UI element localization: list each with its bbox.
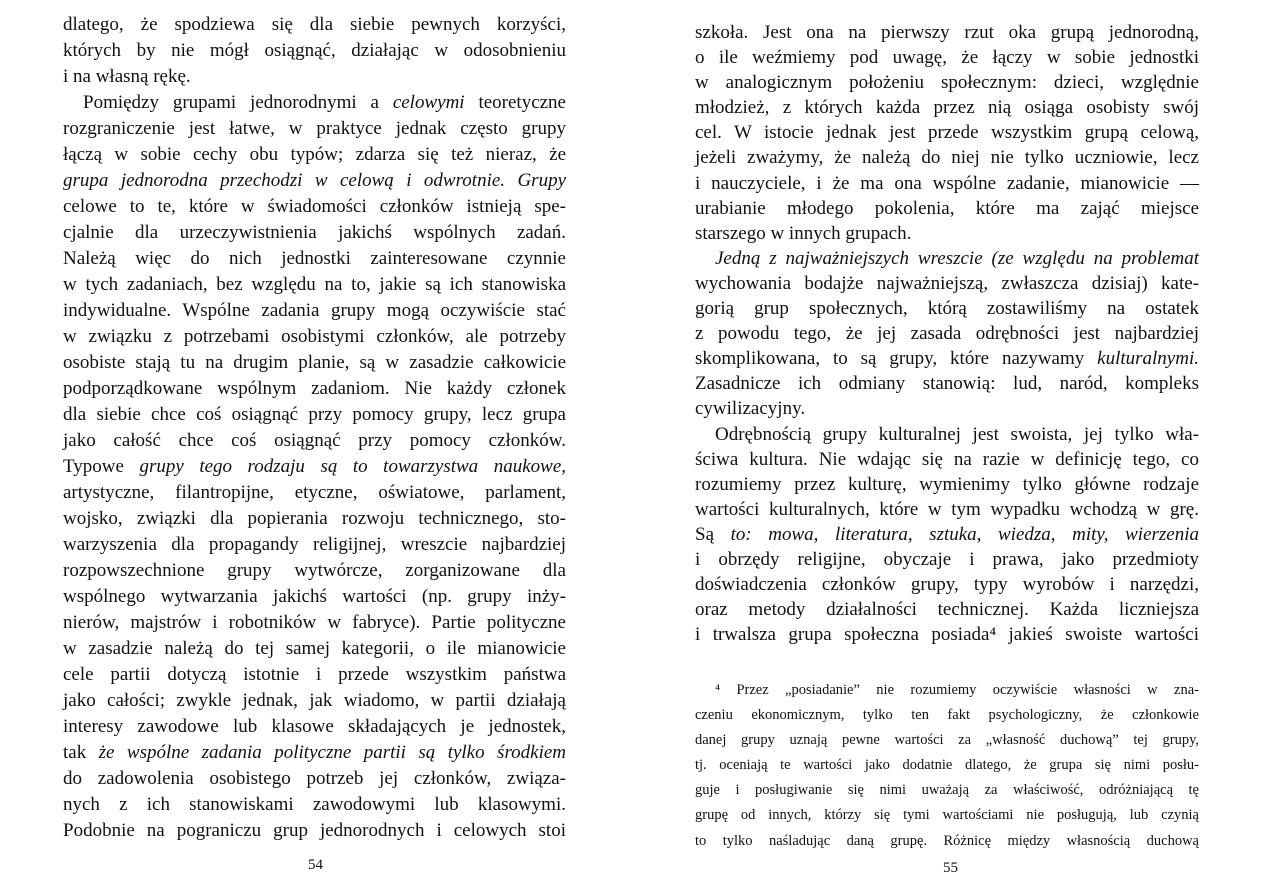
text-segment: ⁴ Przez „posiadanie” nie rozumiemy oczywiście własności w zna-	[715, 682, 1199, 698]
text-segment: to tylko naśladując daną grupę. Różnicę między własnością duchową	[695, 832, 1199, 849]
text-segment: Podobnie na pograniczu grup jednorodnych i celowych stoi	[63, 820, 566, 841]
text-segment: cjalnie dla urzeczywistnienia jakichś wspólnych zadań.	[63, 222, 566, 243]
italic-text: grupa jednorodna przechodzi w celową i odwrotnie. Grupy	[63, 170, 566, 191]
text-segment: czeniu ekonomicznym, tylko ten fakt psychologiczny, że członkowie	[695, 707, 1199, 724]
text-segment: wspólnego wytwarzania jakichś wartości (np. grupy inży-	[63, 586, 566, 607]
text-segment: cele partii dotyczą istotnie i przede wszystkim państwa	[63, 664, 566, 685]
text-segment: warzyszenia dla propagandy religijnej, wreszcie najbardziej	[63, 534, 566, 555]
text-line	[695, 45, 1199, 70]
text-line	[695, 246, 1199, 271]
text-segment: guje i posługiwanie się nimi uważają za właściwość, odróżniającą tę	[695, 782, 1199, 799]
text-line	[695, 753, 1199, 778]
text-segment: w związku z potrzebami osobistymi członków, ale potrzeby	[63, 326, 566, 347]
text-line	[63, 90, 566, 116]
text-line	[63, 818, 566, 844]
text-line	[63, 506, 566, 532]
text-segment: wychowania bodajże najważniejszą, zwłaszcza dzisiaj) kate-	[695, 272, 1199, 294]
italic-text: kulturalnymi.	[1097, 348, 1199, 370]
italic-text: Jedną z najważniejszych wreszcie (ze względu na problemat	[715, 247, 1199, 269]
text-segment: łączą w sobie cechy obu typów; zdarza się też nieraz, że	[63, 144, 566, 165]
text-segment: ściwa kultura. Nie wdając się na razie w definicję tego, co	[695, 448, 1199, 470]
text-line	[695, 622, 1199, 647]
text-line	[695, 221, 1199, 246]
text-segment: których by nie mógł osiągnąć, działając w odosobnieniu	[63, 40, 566, 61]
text-segment: i trwalsza grupa społeczna posiada⁴ jakieś swoiste wartości	[695, 624, 1199, 646]
text-segment: wojsko, związki dla popierania rozwoju technicznego, sto-	[63, 508, 566, 529]
text-line	[63, 168, 566, 194]
italic-text: to: mowa, literatura, sztuka, wiedza, mity, wierzenia	[730, 523, 1200, 545]
text-line	[63, 636, 566, 662]
text-line	[695, 597, 1199, 622]
text-line	[695, 371, 1199, 396]
text-segment: indywidualne. Wspólne zadania grupy mogą oczywiście stać	[63, 300, 566, 321]
page-number: 54	[308, 857, 323, 873]
text-line	[695, 396, 1199, 421]
text-line	[695, 346, 1199, 371]
text-line	[695, 321, 1199, 346]
text-segment: dlatego, że spodziewa się dla siebie pewnych korzyści,	[63, 14, 566, 35]
text-segment: teoretyczne	[464, 92, 566, 113]
footnote	[695, 678, 1199, 854]
text-line	[63, 376, 566, 402]
text-line	[63, 142, 566, 168]
page-number: 55	[943, 860, 958, 876]
text-segment: rozumiemy przez kulturę, wymienimy tylko główne rodzaje	[695, 473, 1199, 495]
text-segment: dla siebie chce coś osiągnąć przy pomocy grupy, lecz grupa	[63, 404, 566, 425]
text-line	[695, 728, 1199, 753]
text-segment: Typowe	[63, 456, 140, 477]
text-segment: rozpowszechnione grupy wytwórcze, zorganizowane dla	[63, 560, 566, 581]
text-line	[695, 703, 1199, 728]
text-line	[63, 740, 566, 766]
text-segment: artystyczne, filantropijne, etyczne, oświatowe, parlament,	[63, 482, 566, 503]
text-segment: cywilizacyjny.	[695, 398, 806, 420]
text-line	[695, 422, 1199, 447]
text-line	[695, 171, 1199, 196]
text-segment: w analogicznym położeniu społecznym: dzieci, względnie	[695, 72, 1199, 94]
text-line	[63, 64, 566, 90]
text-line	[695, 196, 1199, 221]
text-segment: grupę od innych, którzy się tymi wartościami nie posługują, lub czynią	[695, 807, 1199, 824]
text-line	[695, 522, 1199, 547]
text-line	[695, 778, 1199, 803]
text-line	[695, 572, 1199, 597]
text-segment: danej grupy uznają pewne wartości za „własność duchową” tej grupy,	[695, 732, 1199, 749]
text-line	[63, 272, 566, 298]
text-line	[63, 662, 566, 688]
italic-text: celowymi	[392, 92, 465, 113]
text-line	[63, 12, 566, 38]
text-segment: skomplikowana, to są grupy, które nazywamy	[695, 348, 1098, 370]
text-line	[63, 532, 566, 558]
text-segment: rozgraniczenie jest łatwe, w praktyce jednak często grupy	[63, 118, 566, 139]
text-segment: w tych zadaniach, bez względu na to, jakie są ich stanowiska	[63, 274, 566, 295]
text-line	[695, 95, 1199, 120]
text-segment: i nauczyciele, i że ma ona wspólne zadanie, mianowicie —	[695, 172, 1199, 194]
text-line	[695, 271, 1199, 296]
text-line	[63, 350, 566, 376]
text-segment: Odrębnością grupy kulturalnej jest swoista, jej tylko wła-	[715, 423, 1199, 445]
left-page-body	[63, 12, 566, 844]
text-line	[63, 38, 566, 64]
text-line	[695, 829, 1199, 854]
text-segment: do zadowolenia osobistego potrzeb jej członków, związa-	[63, 768, 566, 789]
text-line	[63, 688, 566, 714]
text-line	[63, 558, 566, 584]
text-line	[695, 120, 1199, 145]
text-line	[63, 584, 566, 610]
text-line	[63, 246, 566, 272]
text-segment: wartości kulturalnych, które w tym wypadku wchodzą w grę.	[695, 498, 1199, 520]
text-line	[695, 70, 1199, 95]
text-segment: i na własną rękę.	[63, 66, 191, 87]
text-line	[63, 792, 566, 818]
text-segment: jeżeli zważymy, że należą do niej nie tylko uczniowie, lecz	[695, 147, 1199, 169]
text-line	[63, 454, 566, 480]
text-line	[63, 194, 566, 220]
text-segment: interesy zawodowe lub klasowe składających je jednostek,	[63, 716, 566, 737]
text-segment: osobiste stają tu na drugim planie, są w zasadzie całkowicie	[63, 352, 566, 373]
text-line	[695, 145, 1199, 170]
text-line	[63, 428, 566, 454]
text-segment: tj. oceniają te wartości jako dodatnie dlatego, że grupa się nimi posłu-	[695, 757, 1199, 774]
text-segment: cel. W istocie jednak jest przede wszystkim grupą celową,	[695, 122, 1199, 144]
italic-text: grupy tego rodzaju są to towarzystwa naukowe,	[139, 456, 566, 477]
text-line	[695, 678, 1199, 703]
text-segment: i obrzędy religijne, obyczaje i prawa, jako przedmioty	[695, 548, 1199, 570]
text-line	[695, 497, 1199, 522]
text-segment: nierów, majstrów i robotników w fabryce). Partie polityczne	[63, 612, 566, 633]
text-segment: podporządkowane wspólnym zadaniom. Nie każdy członek	[63, 378, 566, 399]
text-segment: młodzież, z których każda przez nią osiąga osobisty swój	[695, 97, 1199, 119]
text-segment: celowe to te, które w świadomości członków istnieją spe-	[63, 196, 566, 217]
text-segment: Należą więc do nich jednostki zainteresowane czynnie	[63, 248, 566, 269]
text-segment: gorią grup społecznych, którą zostawiliśmy na ostatek	[695, 298, 1199, 320]
text-segment: Pomiędzy grupami jednorodnymi a	[83, 92, 393, 113]
italic-text: że wspólne zadania polityczne partii są tylko środkiem	[98, 742, 566, 763]
text-line	[695, 447, 1199, 472]
right-page-body	[695, 20, 1199, 647]
text-line	[63, 714, 566, 740]
text-line	[695, 296, 1199, 321]
text-segment: jako całości; zwykle jednak, jak wiadomo, w partii działają	[63, 690, 566, 711]
text-segment: urabianie młodego pokolenia, które ma zająć miejsce	[695, 197, 1199, 219]
text-line	[63, 298, 566, 324]
text-segment: starszego w innych grupach.	[695, 222, 912, 244]
text-line	[695, 803, 1199, 828]
text-line	[695, 472, 1199, 497]
text-segment: doświadczenia członków grupy, typy wyrobów i narzędzi,	[695, 574, 1199, 596]
text-line	[63, 766, 566, 792]
text-segment: oraz metody działalności technicznej. Każda liczniejsza	[695, 599, 1199, 621]
text-segment: Zasadnicze ich odmiany stanowią: lud, naród, kompleks	[695, 373, 1199, 395]
text-segment: nych z ich stanowiskami zawodowymi lub klasowymi.	[63, 794, 566, 815]
text-segment: Są	[695, 523, 731, 545]
text-segment: w zasadzie należą do tej samej kategorii, o ile mianowicie	[63, 638, 566, 659]
text-line	[63, 480, 566, 506]
text-segment: jako całość chce coś osiągnąć przy pomocy członków.	[63, 430, 566, 451]
text-line	[63, 324, 566, 350]
text-segment: o ile weźmiemy pod uwagę, że łączy w sobie jednostki	[695, 47, 1199, 69]
text-line	[63, 402, 566, 428]
text-line	[63, 116, 566, 142]
text-line	[695, 547, 1199, 572]
text-segment: szkoła. Jest ona na pierwszy rzut oka grupą jednorodną,	[695, 22, 1199, 43]
text-line	[695, 20, 1199, 45]
text-line	[63, 220, 566, 246]
text-segment: z powodu tego, że jej zasada odrębności jest najbardziej	[695, 323, 1199, 345]
text-line	[63, 610, 566, 636]
text-segment: tak	[63, 742, 99, 763]
